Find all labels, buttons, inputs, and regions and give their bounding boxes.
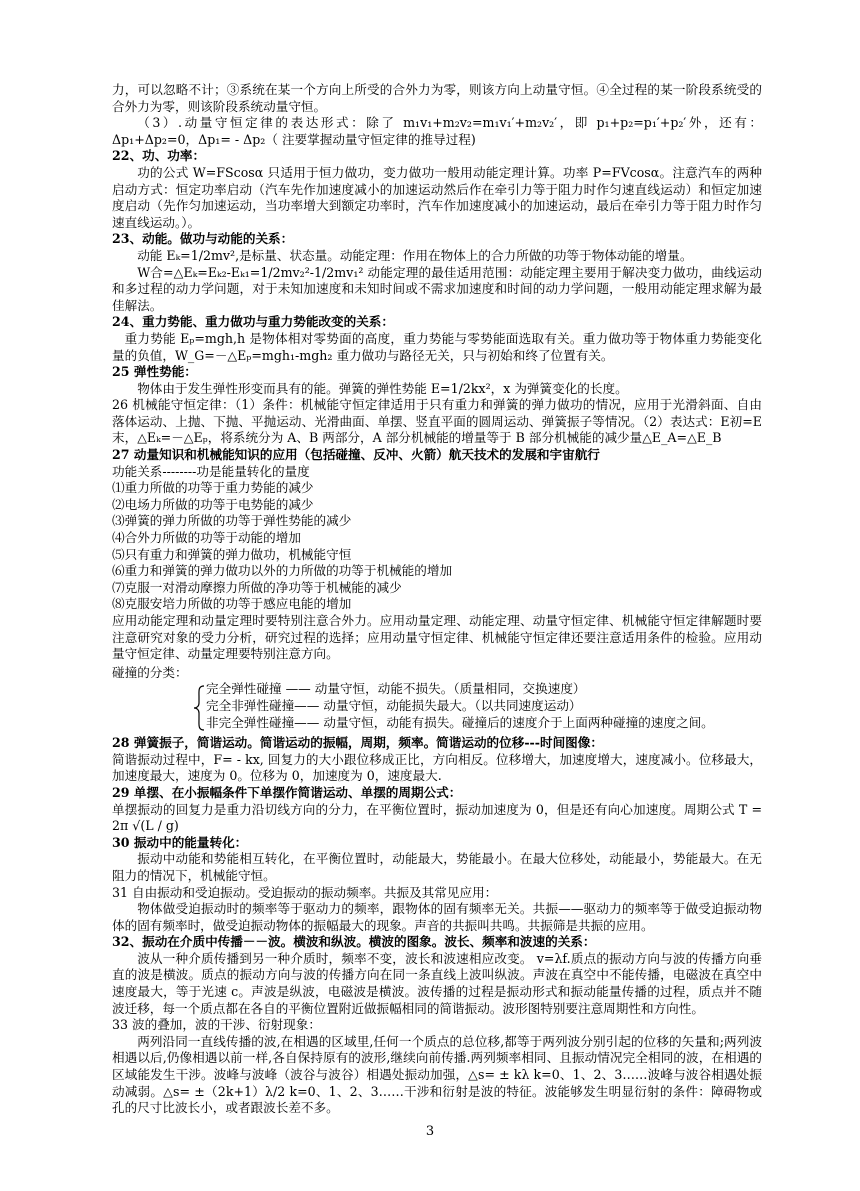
paragraph-p28: 简谐振动过程中，F= - kx, 回复力的大小跟位移成正比，方向相反。位移增大，加速度增大，速度减小。位移最大，加速度最大，速度为 0。位移为 0，加速度为 0，速度最大.: [112, 751, 762, 784]
paragraph-p27b: ⑴重力所做的功等于重力势能的减少: [112, 480, 314, 496]
paragraph-p32: 波从一种介质传播到另一种介质时，频率不变，波长和波速相应改变。 v=λf.质点的振动方向与波的传播方向垂直的波是横波。质点的振动方向与波的传播方向在同一条直线上波叫纵波。声波在真空中不能传播，电磁波在真空中速度最大，等于光速 c。声波是纵波，电磁波是横波。波传播的过程是振动形式和振动能量传播的过程，质点并不随波迁移，每一个质点都在各自的平衡位置附近做振幅相同的简谐振动。波形图特别要注意周期性和方向性。: [112, 950, 762, 1016]
section-heading-h29: 29 单摆、在小振幅条件下单摆作简谐运动、单摆的周期公式：: [112, 784, 462, 800]
paragraph-p31: 物体做受迫振动时的频率等于驱动力的频率，跟物体的固有频率无关。共振——驱动力的频率等于做受迫振动物体的固有频率时，做受迫振动物体的振幅最大的现象。声音的共振叫共鸣。共振筛是共振的应用。: [112, 901, 762, 933]
paragraph-p27d: ⑶弹簧的弹力所做的功等于弹性势能的减少: [112, 513, 352, 529]
paragraph-p24: 重力势能 Eₚ=mgh,h 是物体相对零势面的高度，重力势能与零势能面选取有关。重力做功等于物体重力势能变化量的负值，W_G=－△Eₚ=mgh₁-mgh₂ 重力做功与路径无关，只与初始和终了位置有关。: [112, 330, 762, 363]
paragraph-h31: 31 自由振动和受迫振动。受迫振动的振动频率。共振及其常见应用：: [112, 884, 498, 900]
paragraph-p27j: 应用动能定理和动量定理时要特别注意合外力。应用动量定理、动能定理、动量守恒定律、机械能守恒定律解题时要注意研究对象的受力分析，研究过程的选择；应用动量守恒定律、机械能守恒定律还要注意适用条件的检验。应用动量守恒定律、动量定理要特别注意方向。: [112, 613, 762, 662]
collision-label: 碰撞的分类：: [112, 664, 188, 680]
paragraph-p23a: 动能 Eₖ=1/2mv²,是标量、状态量。动能定理：作用在物体上的合力所做的功等于物体动能的增量。: [137, 247, 693, 263]
paragraph-p27c: ⑵电场力所做的功等于电势能的减少: [112, 496, 314, 512]
section-heading-h23: 23、动能。做功与动能的关系：: [112, 231, 294, 247]
section-heading-h32: 32、振动在介质中传播－－波。横波和纵波。横波的图象。波长、频率和波速的关系：: [112, 934, 596, 950]
paragraph-p30: 振动中动能和势能相互转化，在平衡位置时，动能最大，势能最小。在最大位移处，动能最小，势能最大。在无阻力的情况下，机械能守恒。: [112, 851, 762, 883]
paragraph-p25: 物体由于发生弹性形变而具有的能。弹簧的弹性势能 E=1/2kx²，x 为弹簧变化的长度。: [137, 380, 628, 396]
collision-item-elastic: 完全弹性碰撞 —— 动量守恒，动能不损失。（质量相同，交换速度）: [206, 681, 586, 697]
paragraph-p27i: ⑻克服安培力所做的功等于感应电能的增加: [112, 596, 352, 612]
section-heading-h30: 30 振动中的能量转化：: [112, 834, 248, 850]
paragraph-p27h: ⑺克服一对滑动摩擦力所做的净功等于机械能的减少: [112, 579, 402, 595]
paragraph-p27a: 功能关系--------功是能量转化的量度: [112, 463, 310, 479]
paragraph-p27f: ⑸只有重力和弹簧的弹力做功，机械能守恒: [112, 546, 352, 562]
paragraph-p2: （3）.动量守恒定律的表达形式：除了 m₁v₁+m₂v₂=m₁v₁′+m₂v₂′，即 p₁+p₂=p₁′+p₂′外，还有：Δp₁+Δp₂=0，Δp₁= - Δp₂（ 注要掌握动量守恒定律的推导过程): [112, 115, 762, 147]
paragraph-p27g: ⑹重力和弹簧的弹力做功以外的力所做的功等于机械能的增加: [112, 563, 453, 579]
paragraph-h33: 33 波的叠加，波的干涉、衍射现象：: [112, 1017, 321, 1033]
paragraph-p33: 两列沿同一直线传播的波,在相遇的区域里,任何一个质点的总位移,都等于两列波分别引起的位移的矢量和;两列波相遇以后,仍像相遇以前一样,各自保持原有的波形,继续向前传播.两列频率相同、且振动情况完全相同的波，在相遇的区域能发生干涉。波峰与波峰（波谷与波谷）相遇处振动加强，△s= ± kλ k=0、1、2、3……波峰与波谷相遇处振动减弱。△s= ±（2k+1）λ/2 k=0、1、2、3……干涉和衍射是波的特征。波能够发生明显衍射的条件：障碍物或孔的尺寸比波长小，或者跟波长差不多。: [112, 1033, 762, 1116]
page-number: 3: [425, 1124, 435, 1139]
section-heading-h25: 25 弹性势能：: [112, 364, 197, 380]
paragraph-p1: 力，可以忽略不计；③系统在某一个方向上所受的合外力为零，则该方向上动量守恒。④全过程的某一阶段系统受的合外力为零，则该阶段系统动量守恒。: [112, 82, 762, 114]
paragraph-p29: 单摆振动的回复力是重力沿切线方向的分力，在平衡位置时，振动加速度为 0，但是还有向心加速度。周期公式 T = 2π √(L / g): [112, 801, 762, 834]
collision-classification: [112, 665, 762, 731]
collision-item-inelastic: 非完全弹性碰撞—— 动量守恒，动能有损失。碰撞后的速度介于上面两种碰撞的速度之间。: [206, 714, 714, 730]
collision-item-perfectly-inelastic: 完全非弹性碰撞—— 动量守恒，动能损失最大。（以共同速度运动）: [206, 697, 582, 713]
paragraph-p23b: W合=△Eₖ=Eₖ₂-Eₖ₁=1/2mv₂²-1/2mv₁² 动能定理的最佳适用范围：动能定理主要用于解决变力做功，曲线运动和多过程的动力学问题，对于未知加速度和未知时间或不需求加速度和时间的动力学问题，一般用动能定理求解为最佳解法。: [112, 264, 762, 313]
section-oscillation-waves: [112, 735, 762, 1117]
paragraph-p22: 功的公式 W=FScosα 只适用于恒力做功，变力做功一般用动能定理计算。功率 P=FVcosα。注意汽车的两种启动方式：恒定功率启动（汽车先作加速度减小的加速运动然后作在牵引力等于阻力时作匀速直线运动）和恒定加速度启动（先作匀加速运动，当功率增大到额定功率时，汽车作加速度减小的加速运动，最后在牵引力等于阻力时作匀速直线运动。）。: [112, 164, 762, 230]
curly-brace-icon: [192, 685, 206, 731]
section-heading-h24: 24、重力势能、重力做功与重力势能改变的关系：: [112, 314, 394, 330]
paragraph-p27e: ⑷合外力所做的功等于动能的增加: [112, 530, 301, 546]
document-body: [112, 82, 762, 1117]
section-heading-h28: 28 弹簧振子，简谐运动。简谐运动的振幅，周期，频率。简谐运动的位移---时间图像：: [112, 735, 603, 751]
section-heading-h22: 22、功、功率：: [112, 148, 206, 164]
section-energy-momentum: [112, 82, 762, 663]
paragraph-p26: 26 机械能守恒定律：（1）条件：机械能守恒定律适用于只有重力和弹簧的弹力做功的情况，应用于光滑斜面、自由落体运动、上抛、下抛、平抛运动、光滑曲面、单摆、竖直平面的圆周运动、弹簧振子等情况。（2）表达式：E初=E末，△Eₖ=－△Eₚ，将系统分为 A、B 两部分，A 部分机械能的增量等于 B 部分机械能的减少量△E_A=△E_B: [112, 397, 762, 446]
section-heading-h27: 27 动量知识和机械能知识的应用（包括碰撞、反冲、火箭）航天技术的发展和宇宙航行: [112, 447, 600, 463]
